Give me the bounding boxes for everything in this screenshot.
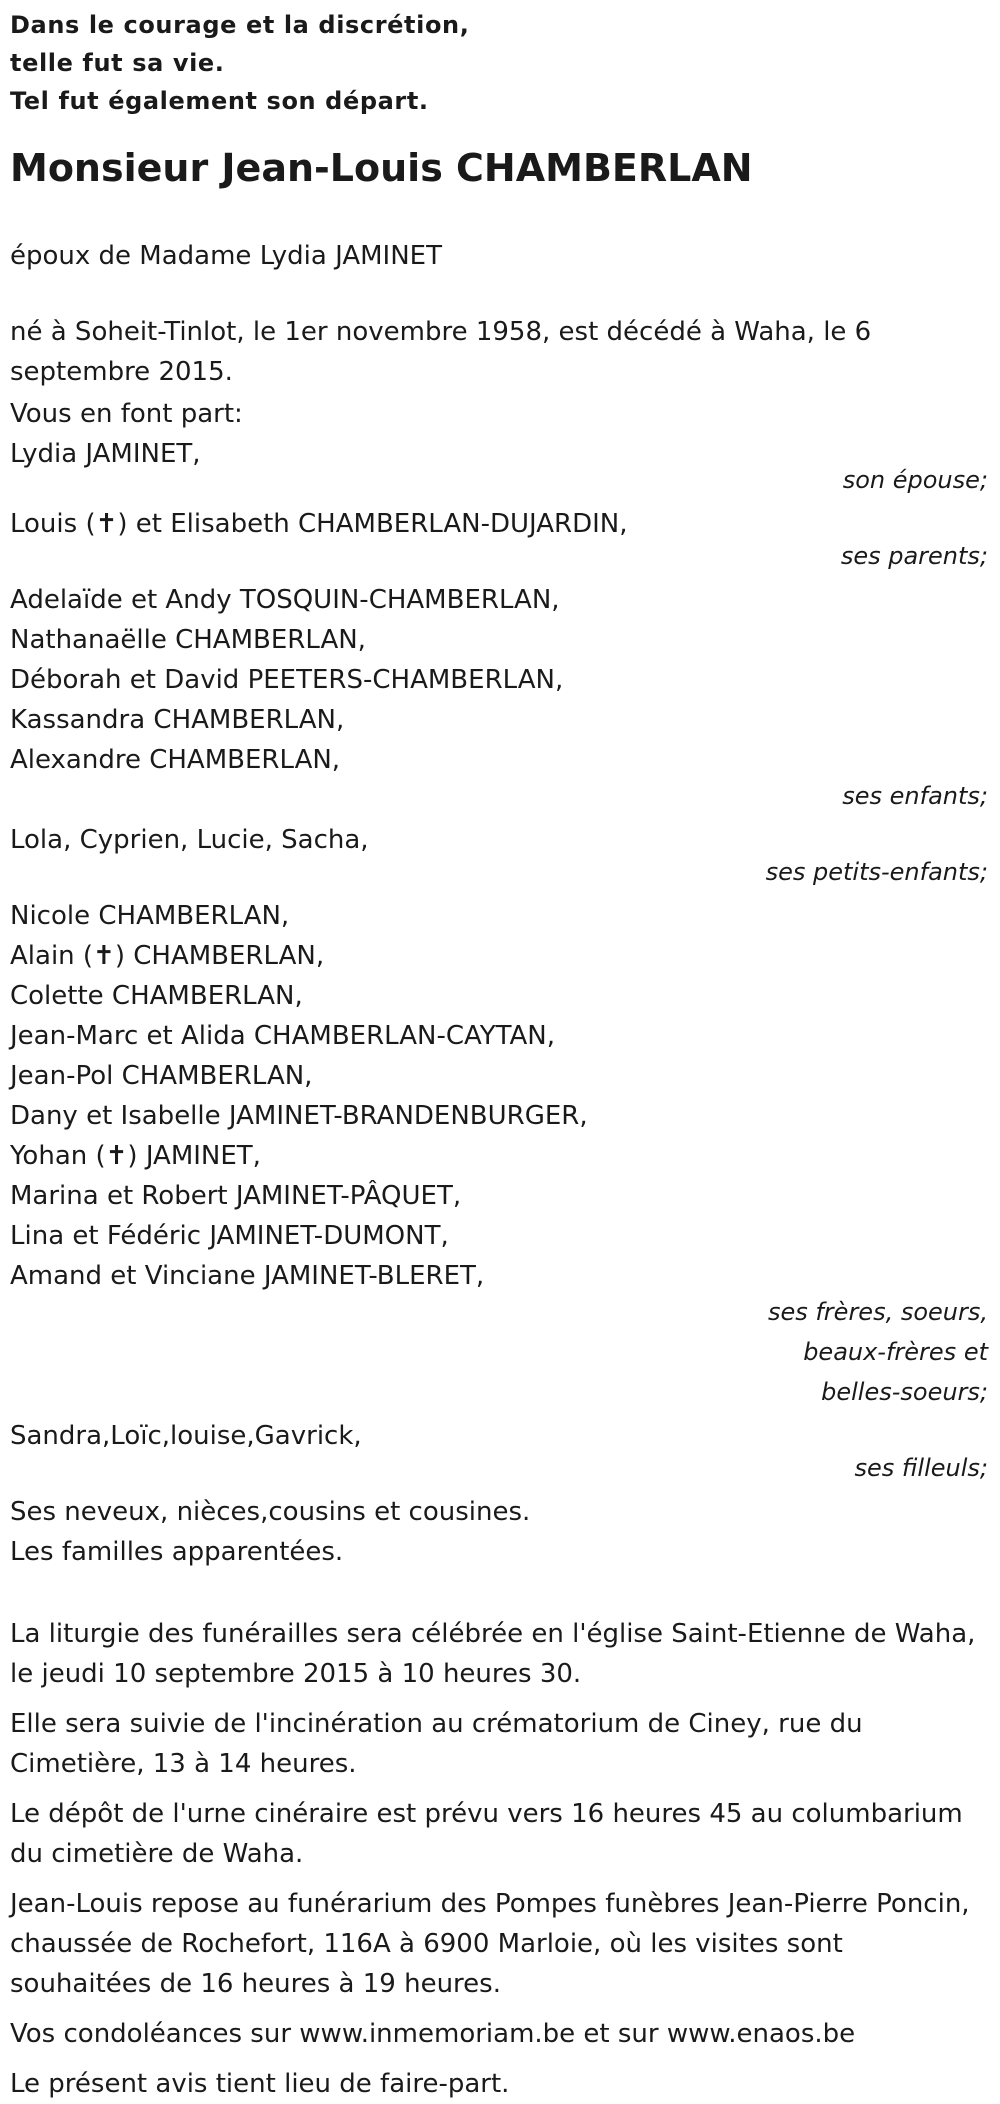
family-member: Kassandra CHAMBERLAN, <box>10 705 345 735</box>
family-role: ses filleuls; <box>854 1454 988 1482</box>
epigraph-line: Tel fut également son départ. <box>10 87 429 115</box>
funeral-details <box>10 1614 990 2104</box>
family-member: Nathanaëlle CHAMBERLAN, <box>10 625 366 655</box>
funeral-notice: Le présent avis tient lieu de faire-part. <box>10 2069 510 2099</box>
family-member: Lydia JAMINET, <box>10 439 201 469</box>
extended-family <box>10 1492 990 1572</box>
extended-family-line: Les familles apparentées. <box>10 1537 344 1567</box>
funeral-cremation: Elle sera suivie de l'incinération au crématorium de Ciney, rue du Cimetière, 13 à 14 heures. <box>10 1709 863 1779</box>
family-member: Marina et Robert JAMINET-PÂQUET, <box>10 1181 462 1211</box>
extended-family-line: Ses neveux, nièces,cousins et cousines. <box>10 1497 531 1527</box>
family-role: beaux-frères et <box>803 1338 988 1366</box>
family-member: Déborah et David PEETERS-CHAMBERLAN, <box>10 665 564 695</box>
family-group-spouse <box>10 434 990 500</box>
family-role: ses parents; <box>840 542 988 570</box>
family-member: Lina et Fédéric JAMINET-DUMONT, <box>10 1221 449 1251</box>
epigraph <box>10 0 990 120</box>
funeral-condolences: Vos condoléances sur www.inmemoriam.be et sur www.enaos.be <box>10 2019 856 2049</box>
family-role: ses frères, soeurs, <box>767 1298 988 1326</box>
family-member: Lola, Cyprien, Lucie, Sacha, <box>10 825 369 855</box>
family-group-godchildren <box>10 1416 990 1488</box>
family-group-parents <box>10 504 990 576</box>
family-member: Louis (✝) et Elisabeth CHAMBERLAN-DUJARDIN, <box>10 509 628 539</box>
family-role: ses petits-enfants; <box>765 858 988 886</box>
family-member: Adelaïde et Andy TOSQUIN-CHAMBERLAN, <box>10 585 560 615</box>
family-member: Nicole CHAMBERLAN, <box>10 901 290 931</box>
family-member: Sandra,Loïc,louise,Gavrick, <box>10 1421 362 1451</box>
family-member: Dany et Isabelle JAMINET-BRANDENBURGER, <box>10 1101 588 1131</box>
deceased-name: Monsieur Jean-Louis CHAMBERLAN <box>10 146 753 190</box>
family-role: ses enfants; <box>842 782 988 810</box>
spouse-line: époux de Madame Lydia JAMINET <box>10 241 442 271</box>
announce-intro: Vous en font part: <box>10 399 243 429</box>
epigraph-line: Dans le courage et la discrétion, <box>10 11 470 39</box>
family-member: Yohan (✝) JAMINET, <box>10 1141 261 1171</box>
birth-death-line: né à Soheit-Tinlot, le 1er novembre 1958, est décédé à Waha, le 6 septembre 2015. <box>10 317 872 387</box>
funeral-liturgy: La liturgie des funérailles sera célébrée en l'église Saint-Etienne de Waha, le jeudi 10 septembre 2015 à 10 heures 30. <box>10 1619 976 1689</box>
family-member: Amand et Vinciane JAMINET-BLERET, <box>10 1261 485 1291</box>
family-member: Jean-Pol CHAMBERLAN, <box>10 1061 313 1091</box>
funeral-visits: Jean-Louis repose au funérarium des Pompes funèbres Jean-Pierre Poncin, chaussée de Rochefort, 116A à 6900 Marloie, où les visites sont souhaitées de 16 heures à 19 heures. <box>10 1889 970 1999</box>
family-role: son épouse; <box>842 466 988 494</box>
family-member: Jean-Marc et Alida CHAMBERLAN-CAYTAN, <box>10 1021 556 1051</box>
family-group-grandchildren <box>10 820 990 892</box>
family-role: belles-soeurs; <box>821 1378 988 1406</box>
family-member: Alain (✝) CHAMBERLAN, <box>10 941 325 971</box>
funeral-urn: Le dépôt de l'urne cinéraire est prévu vers 16 heures 45 au columbarium du cimetière de Waha. <box>10 1799 963 1869</box>
family-group-siblings <box>10 896 990 1412</box>
epigraph-line: telle fut sa vie. <box>10 49 225 77</box>
family-member: Alexandre CHAMBERLAN, <box>10 745 341 775</box>
family-member: Colette CHAMBERLAN, <box>10 981 303 1011</box>
family-group-children <box>10 580 990 816</box>
